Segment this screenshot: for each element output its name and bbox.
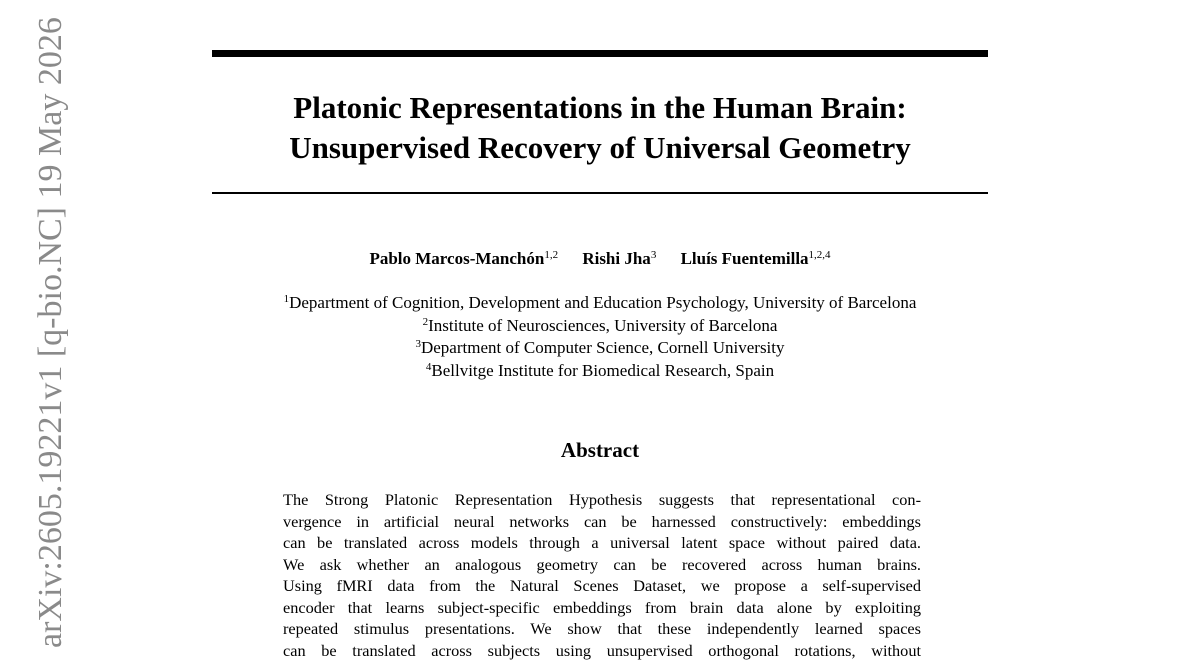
affiliation-text: Institute of Neurosciences, University of Barcelona bbox=[428, 316, 777, 335]
author-name: Rishi Jha bbox=[582, 249, 651, 268]
affiliation-text: Department of Cognition, Development and Education Psychology, University of Barcelona bbox=[289, 293, 916, 312]
author-name: Lluís Fuentemilla bbox=[681, 249, 809, 268]
author-list bbox=[212, 248, 988, 270]
affiliation bbox=[212, 360, 988, 383]
affiliation-text: Department of Computer Science, Cornell University bbox=[421, 338, 785, 357]
author bbox=[681, 248, 831, 270]
affiliation-number: 3 bbox=[415, 338, 421, 350]
affiliation bbox=[212, 292, 988, 315]
abstract-line: We ask whether an analogous geometry can be recovered across human brains. bbox=[283, 554, 921, 576]
author-affiliation-marker: 1,2 bbox=[544, 249, 558, 261]
author-affiliation-marker: 1,2,4 bbox=[809, 249, 831, 261]
title-bottom-rule bbox=[212, 192, 988, 194]
author bbox=[582, 248, 656, 270]
abstract-line: can be translated across models through a universal latent space without paired data. bbox=[283, 532, 921, 554]
title-line: Platonic Representations in the Human Brain: bbox=[212, 88, 988, 128]
abstract-line: repeated stimulus presentations. We show that these independently learned spaces bbox=[283, 618, 921, 640]
affiliation-text: Bellvitge Institute for Biomedical Research, Spain bbox=[431, 361, 774, 380]
abstract-line: Using fMRI data from the Natural Scenes Dataset, we propose a self-supervised bbox=[283, 575, 921, 597]
abstract-heading: Abstract bbox=[212, 437, 988, 463]
affiliation-number: 2 bbox=[423, 316, 429, 328]
affiliation-number: 1 bbox=[284, 293, 290, 305]
affiliation bbox=[212, 315, 988, 338]
abstract-body bbox=[283, 489, 921, 661]
abstract-line: vergence in artificial neural networks can be harnessed constructively: embeddings bbox=[283, 511, 921, 533]
author bbox=[369, 248, 558, 270]
affiliation-number: 4 bbox=[426, 361, 432, 373]
title-top-rule bbox=[212, 50, 988, 57]
abstract-line: encoder that learns subject-specific embeddings from brain data alone by exploiting bbox=[283, 597, 921, 619]
paper-title bbox=[212, 88, 988, 168]
arxiv-identifier: arXiv:2605.19221v1 [q-bio.NC] 19 May 2026 bbox=[31, 17, 71, 648]
affiliation bbox=[212, 337, 988, 360]
abstract-line: The Strong Platonic Representation Hypothesis suggests that representational con- bbox=[283, 489, 921, 511]
arxiv-side-stamp bbox=[31, 295, 71, 648]
title-line: Unsupervised Recovery of Universal Geometry bbox=[212, 128, 988, 168]
abstract-line: can be translated across subjects using unsupervised orthogonal rotations, without bbox=[283, 640, 921, 661]
affiliation-list bbox=[212, 292, 988, 382]
author-name: Pablo Marcos-Manchón bbox=[369, 249, 544, 268]
author-affiliation-marker: 3 bbox=[651, 249, 657, 261]
